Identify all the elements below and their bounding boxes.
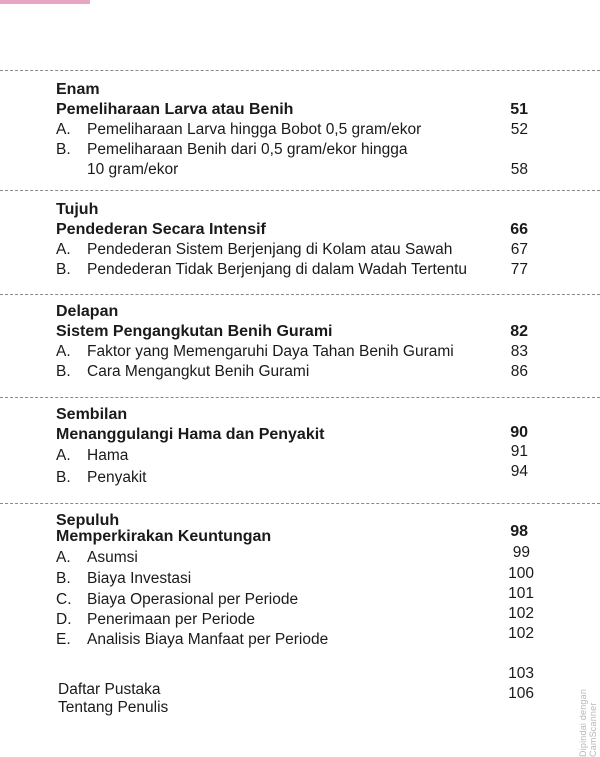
entry-letter: B.: [56, 469, 71, 486]
toc-entry: [56, 240, 452, 260]
divider: [0, 397, 600, 398]
divider: [0, 294, 600, 295]
entry-letter: A.: [56, 241, 71, 258]
entry-letter: A.: [56, 121, 71, 138]
entry-page-number: 83: [510, 343, 528, 360]
scanner-watermark: Dipindai dengan CamScanner: [578, 688, 598, 757]
entry-text: Hama: [87, 447, 129, 464]
entry-page-number: 102: [508, 605, 534, 622]
entry-text: Penerimaan per Periode: [87, 611, 256, 628]
toc-entry: [56, 362, 309, 382]
chapter-label: Sepuluh: [56, 512, 120, 529]
chapter-page-number: 82: [510, 323, 528, 340]
chapter-title: Memperkirakan Keuntungan: [56, 528, 272, 545]
entry-text: Pemeliharaan Benih dari 0,5 gram/ekor hingga: [87, 141, 408, 158]
top-color-mark: [0, 0, 90, 4]
divider: [0, 70, 600, 71]
entry-letter: A.: [56, 447, 71, 464]
entry-letter: E.: [56, 631, 71, 648]
toc-entry: [56, 342, 454, 362]
chapter-page-number: 90: [510, 424, 528, 441]
chapter-title: Menanggulangi Hama dan Penyakit: [56, 426, 325, 443]
toc-entry: [56, 590, 298, 610]
chapter-title: Sistem Pengangkutan Benih Gurami: [56, 323, 333, 340]
entry-text: Analisis Biaya Manfaat per Periode: [87, 631, 329, 648]
entry-letter: B.: [56, 363, 71, 380]
toc-entry: [56, 569, 191, 589]
entry-letter: A.: [56, 549, 71, 566]
entry-text: Cara Mengangkut Benih Gurami: [87, 363, 310, 380]
toc-entry: [56, 610, 255, 630]
toc-entry: [56, 548, 138, 568]
entry-page-number: 77: [510, 261, 528, 278]
toc-entry: [56, 630, 328, 650]
toc-entry: [56, 120, 421, 140]
divider: [0, 503, 600, 504]
chapter-label: Tujuh: [56, 201, 99, 218]
entry-text: Pemeliharaan Larva hingga Bobot 0,5 gram/ekor: [87, 121, 422, 138]
chapter-title: Pemeliharaan Larva atau Benih: [56, 101, 294, 118]
entry-page-number: 52: [510, 121, 528, 138]
entry-letter: B.: [56, 261, 71, 278]
entry-text: Biaya Investasi: [87, 570, 192, 587]
chapter-page-number: 66: [510, 221, 528, 238]
toc-entry: [56, 260, 467, 280]
entry-page-number: 94: [510, 463, 528, 480]
entry-text: Asumsi: [87, 549, 138, 566]
entry-text: Pendederan Tidak Berjenjang di dalam Wadah Tertentu: [87, 261, 467, 278]
back-matter-item: Daftar Pustaka: [58, 681, 161, 698]
entry-letter: D.: [56, 611, 72, 628]
back-matter-page-number: 103: [508, 665, 534, 682]
entry-page-number: 99: [512, 544, 530, 561]
back-matter-item: Tentang Penulis: [58, 699, 169, 716]
entry-text: Biaya Operasional per Periode: [87, 591, 299, 608]
chapter-page-number: 51: [510, 101, 528, 118]
entry-page-number: 58: [510, 161, 528, 178]
entry-letter: C.: [56, 591, 72, 608]
entry-page-number: 101: [508, 585, 534, 602]
chapter-label: Delapan: [56, 303, 119, 320]
entry-letter: A.: [56, 343, 71, 360]
entry-page-number: 67: [510, 241, 528, 258]
toc-entry: [56, 468, 146, 488]
divider: [0, 190, 600, 191]
entry-letter: B.: [56, 141, 71, 158]
entry-page-number: 86: [510, 363, 528, 380]
entry-text: Faktor yang Memengaruhi Daya Tahan Benih Gurami: [87, 343, 454, 360]
chapter-page-number: 98: [510, 523, 528, 540]
chapter-title: Pendederan Secara Intensif: [56, 221, 266, 238]
chapter-label: Enam: [56, 81, 100, 98]
entry-page-number: 102: [508, 625, 534, 642]
chapter-label: Sembilan: [56, 406, 128, 423]
toc-entry: [56, 140, 408, 160]
back-matter-page-number: 106: [508, 685, 534, 702]
entry-page-number: 91: [510, 443, 528, 460]
entry-text: Pendederan Sistem Berjenjang di Kolam atau Sawah: [87, 241, 453, 258]
entry-page-number: 100: [508, 565, 534, 582]
entry-text: Penyakit: [87, 469, 147, 486]
entry-letter: B.: [56, 570, 71, 587]
entry-text-continuation: 10 gram/ekor: [87, 161, 179, 178]
toc-entry: [56, 446, 128, 466]
